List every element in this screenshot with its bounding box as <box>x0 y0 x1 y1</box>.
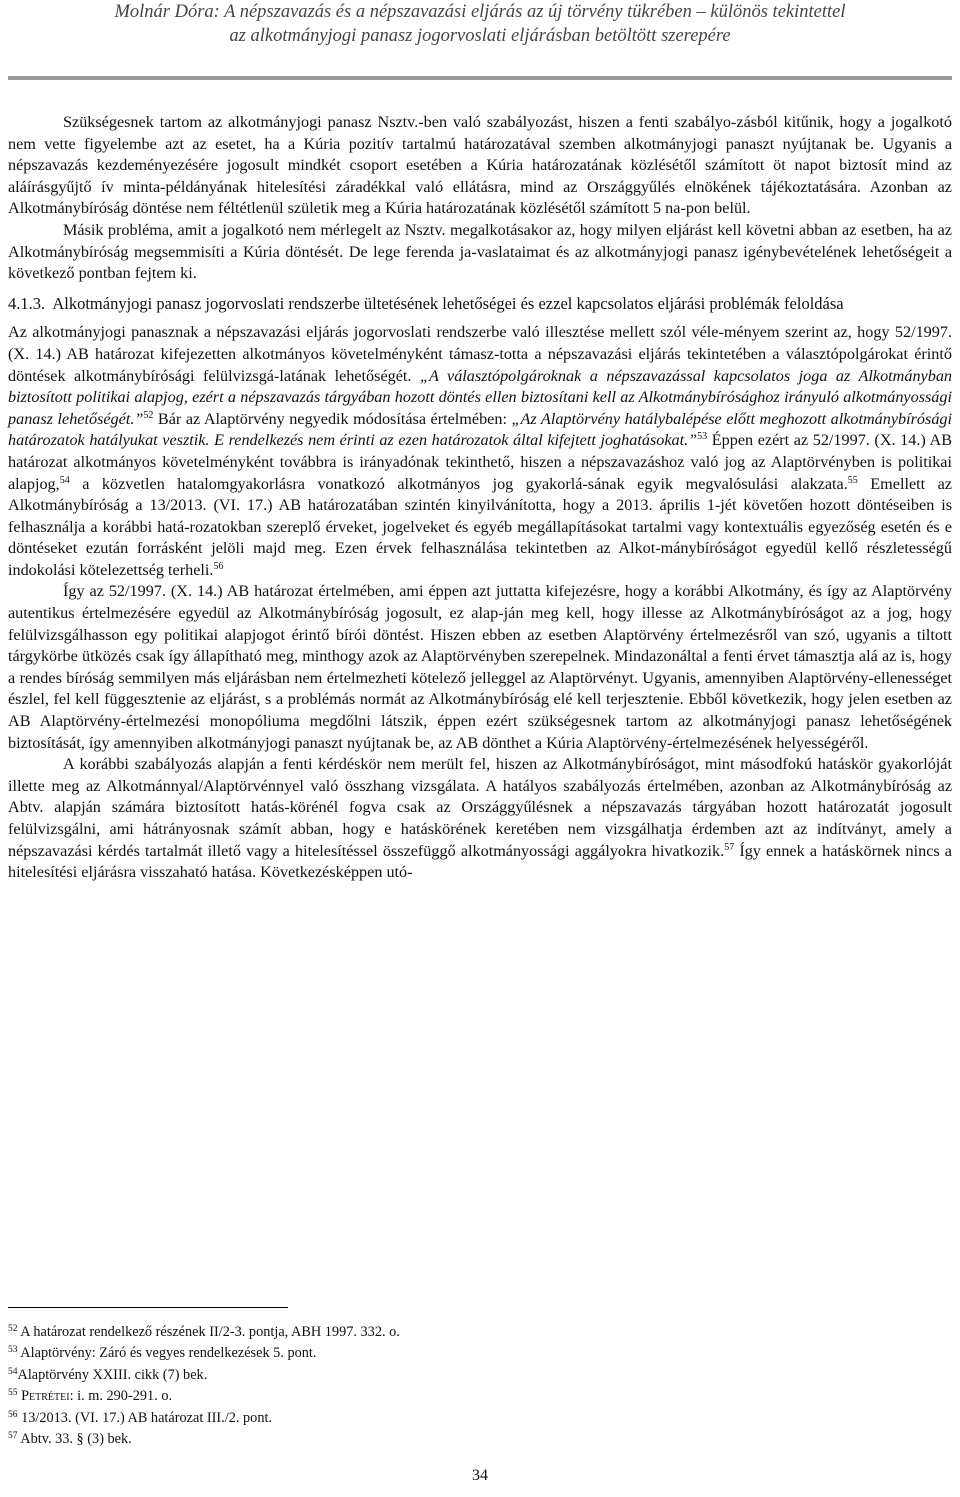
footnote-text: : i. m. 290-291. o. <box>69 1388 173 1405</box>
footnote-52 <box>8 1322 952 1343</box>
running-header <box>0 0 960 48</box>
footnotes <box>8 1322 952 1450</box>
footnote-text: Alaptörvény XXIII. cikk (7) bek. <box>17 1366 208 1383</box>
p1-part-c: Azonban az Alkotmánybíróság döntése nem féltétlenül születik meg a Kúria határozatának közlésétől számított 5 na-pon belül. <box>8 177 952 218</box>
footnote-53 <box>8 1343 952 1364</box>
footnote-ref-56[interactable]: 56 <box>213 560 224 572</box>
footnote-55 <box>8 1386 952 1407</box>
p2-part-c: De lege ferenda ja-vaslataimat és az alkotmányjogi panasz igénybevételének lehetőségeit a következő pontban fejtem ki. <box>8 242 953 283</box>
p3-part-c: Éppen ezért az 52/1997. (X. 14.) AB határozat alkotmányos követelményként továbbra is irányadónak tekinthető, hiszen a népszavazáshoz való jog az Alaptörvényben is politikai alapjog, <box>8 431 952 493</box>
section-number: 4.1.3. <box>8 293 46 313</box>
p1-part-a: Szükségesnek tartom az alkotmányjogi panasz Nsztv.-ben való szabályozást, hiszen a fenti szabályo-zásból kitűnik, hogy a jogalkotó nem vette figyelembe azt az esetet, ha a Kúria pozitív tartalmú határozatával szemben alkotmányjogi panaszt nyújtanak be. <box>8 113 952 153</box>
footnote-number: 53 <box>8 1345 18 1356</box>
footnote-number: 54 <box>8 1366 18 1377</box>
p2-part-b: megalkotásakor az, hogy milyen eljárást kell követni abban az esetben, ha az Alkotmánybíróság megsemmisíti a Kúria döntését. <box>8 220 952 261</box>
running-header-line-1: Molnár Dóra: A népszavazás és a népszavazási eljárás az új törvény tükrében – különös tekintettel <box>114 2 846 22</box>
footnote-text: Alaptörvény: Záró és vegyes rendelkezések 5. pont. <box>20 1345 317 1362</box>
paragraph-1 <box>8 112 952 220</box>
footnote-author: Petrétei <box>21 1388 70 1405</box>
footnote-number: 52 <box>8 1324 18 1334</box>
footnote-ref-55[interactable]: 55 <box>847 474 858 486</box>
quote-2: „Az Alaptörvény hatálybalépése előtt meghozott alkotmánybírósági határozatok hatályukat vesztik. E rendelkezés nem érinti az ezen határozatok által kifejtett joghatásokat.” <box>8 409 953 450</box>
footnote-number: 56 <box>8 1409 18 1420</box>
footnote-text: 13/2013. (VI. 17.) AB határozat III./2. pont. <box>21 1409 273 1426</box>
section-heading <box>8 293 952 315</box>
footnote-56 <box>8 1408 952 1429</box>
paragraph-2 <box>8 220 952 285</box>
p1-part-b: Ugyanis a népszavazás kezdeményezésére jogosult mindkét csoport esetében a Kúria határozatának közlésétől számított öt napot biztosít mind az aláírásgyűjtő ív minta-példányának hitelesítési záradékkal való ellátásra, mind az Országgyűlés elnökének tájékoztatására. <box>8 134 953 196</box>
p3-part-d: a közvetlen hatalomgyakorlásra vonatkozó alkotmányos jog gyakorlá-sának egyik megvalósulási alakzata. <box>82 474 848 493</box>
running-header-line-2: az alkotmányjogi panasz jogorvoslati eljárásban betöltött szerepére <box>229 26 731 46</box>
quote-1: „A választópolgároknak a népszavazással kapcsolatos joga az Alkotmányban biztosított politikai alapjog, ezért a népszavazás tárgyában hozott döntés ellen biztosítani kell az Alkotmánybírósághoz irányuló alkotmányossági panasz lehetőségét.” <box>8 366 953 428</box>
header-rule <box>8 76 952 80</box>
footnote-separator <box>8 1307 288 1308</box>
p5-part-a: A korábbi szabályozás alapján a fenti kérdéskör nem merült fel, hiszen az Alkotmánybíróságot, mint másodfokú hatáskör gyakorlóját illette meg az Alkotmánnyal/Alaptörvénnyel való összhang vizsgálata. A hatályos szabályozás értelmében, azonban az Alkotmánybíróság az Abtv. alapján számára biztosított hatás-körénél fogva csak az Országgyűlésnek a népszavazás tárgyában hozott határozatát jogosult felülvizsgálni, ami hátrányosnak számít abban, hogy e hatáskörének keretében nem vizsgálhatja érdemben azt az indítványt, amely a népszavazási kérdés tartalmát illető vagy a hitelesítéssel összefüggő alkotmányossági aggályokra hivatkozik. <box>8 755 952 860</box>
footnote-text: A határozat rendelkező részének II/2-3. pontja, ABH 1997. 332. o. <box>20 1324 400 1340</box>
footnote-number: 55 <box>8 1388 18 1399</box>
footnote-ref-52[interactable]: 52 <box>143 409 154 421</box>
body-text <box>8 112 952 884</box>
paragraph-3 <box>8 322 952 581</box>
p3-part-a: Az alkotmányjogi panasznak a népszavazási eljárás jogorvoslati rendszerbe való illesztése mellett szól véle-ményem szerint az, hogy 52/1997. (X. 14.) AB határozat kifejezetten alkotmányos követelményként támasz-totta a népszavazási eljárás tekintetében a választópolgárokat érintő döntések alkotmánybírósági felülvizsgá-latának lehetőségét. <box>8 323 952 385</box>
footnote-54 <box>8 1365 952 1386</box>
p3-part-b: Bár az Alaptörvény negyedik módosítása értelmében: <box>157 409 507 428</box>
footnote-text: Abtv. 33. § (3) bek. <box>20 1431 132 1448</box>
footnote-ref-57[interactable]: 57 <box>724 841 735 853</box>
page-number: 34 <box>472 1467 488 1484</box>
paragraph-4: Így az 52/1997. (X. 14.) AB határozat értelmében, ami éppen azt juttatta kifejezésre, hogy a korábbi Alkotmány, és így az Alaptörvény autentikus értelmezésére egyedül az Alkotmánybíróság jogosult, ez alap-ján meg kell, hogy illesse az Alkotmánybíróságot az a jog, hogy felülvizsgálhasson egy politikai alapjogot érintő bírói döntést. Hiszen ebben az esetben Alaptörvény értelmezésről van szó, ugyanis a tiltott tárgykörbe ütközés csak így állapítható meg, minthogy azok az Alaptörvényben szerepelnek. Mindazonáltal a fenti érvet támasztja alá az is, hogy a rendes bíróság semmilyen más eljárásban nem értelmezheti kötelező jelleggel az Alaptörvényt. Ugyanis, amennyiben Alaptörvény-ellenességet észlel, fel kell függesztenie az eljárást, s a problémás normát az Alkotmánybíróság elé kell terjesztenie. Ebből következik, hogy jelen esetben az AB Alaptörvény-értelmezési monopóliuma megdőlni látszik, éppen ezért szükségesnek tartom az alkotmányjogi panasz lehetőségének biztosítását, így amennyiben alkotmányjogi panaszt nyújtanak be, az AB dönthet a Kúria Alaptörvény-értelmezésének helyességéről. <box>8 582 952 752</box>
footnote-57 <box>8 1429 952 1450</box>
footnote-ref-54[interactable]: 54 <box>59 474 70 486</box>
p2-part-a: Másik probléma, amit a jogalkotó nem mérlegelt az Nsztv. <box>63 220 446 239</box>
section-title: Alkotmányjogi panasz jogorvoslati rendszerbe ültetésének lehetőségei és ezzel kapcsolatos eljárási problémák feloldása <box>52 293 844 313</box>
footnote-ref-53[interactable]: 53 <box>697 431 708 443</box>
footnote-number: 57 <box>8 1431 18 1442</box>
p3-part-e: Emellett az Alkotmánybíróság a 13/2013. (VI. 17.) AB határozatában szintén kinyilvánította, hogy a 2013. április 1-jét követően hozott döntéseiben is felhasználja a korábbi hatá-rozatokban szereplő érveket, jogelveket és egyéb megállapításokat tartalmi vagy kontextuális egyezőség esetén és e döntéseket ezután forrásként jelöli majd meg. Ezen érvek felhasználása tekintetben az Alkot-mánybíróságot egyedül kellő részletességű indokolási kötelezettség terheli. <box>8 474 952 579</box>
p5-part-b: Így ennek a hatáskörnek nincs a hitelesítési eljárásra visszaható hatása. Következésképpen utó- <box>8 841 952 882</box>
paragraph-5 <box>8 754 952 884</box>
